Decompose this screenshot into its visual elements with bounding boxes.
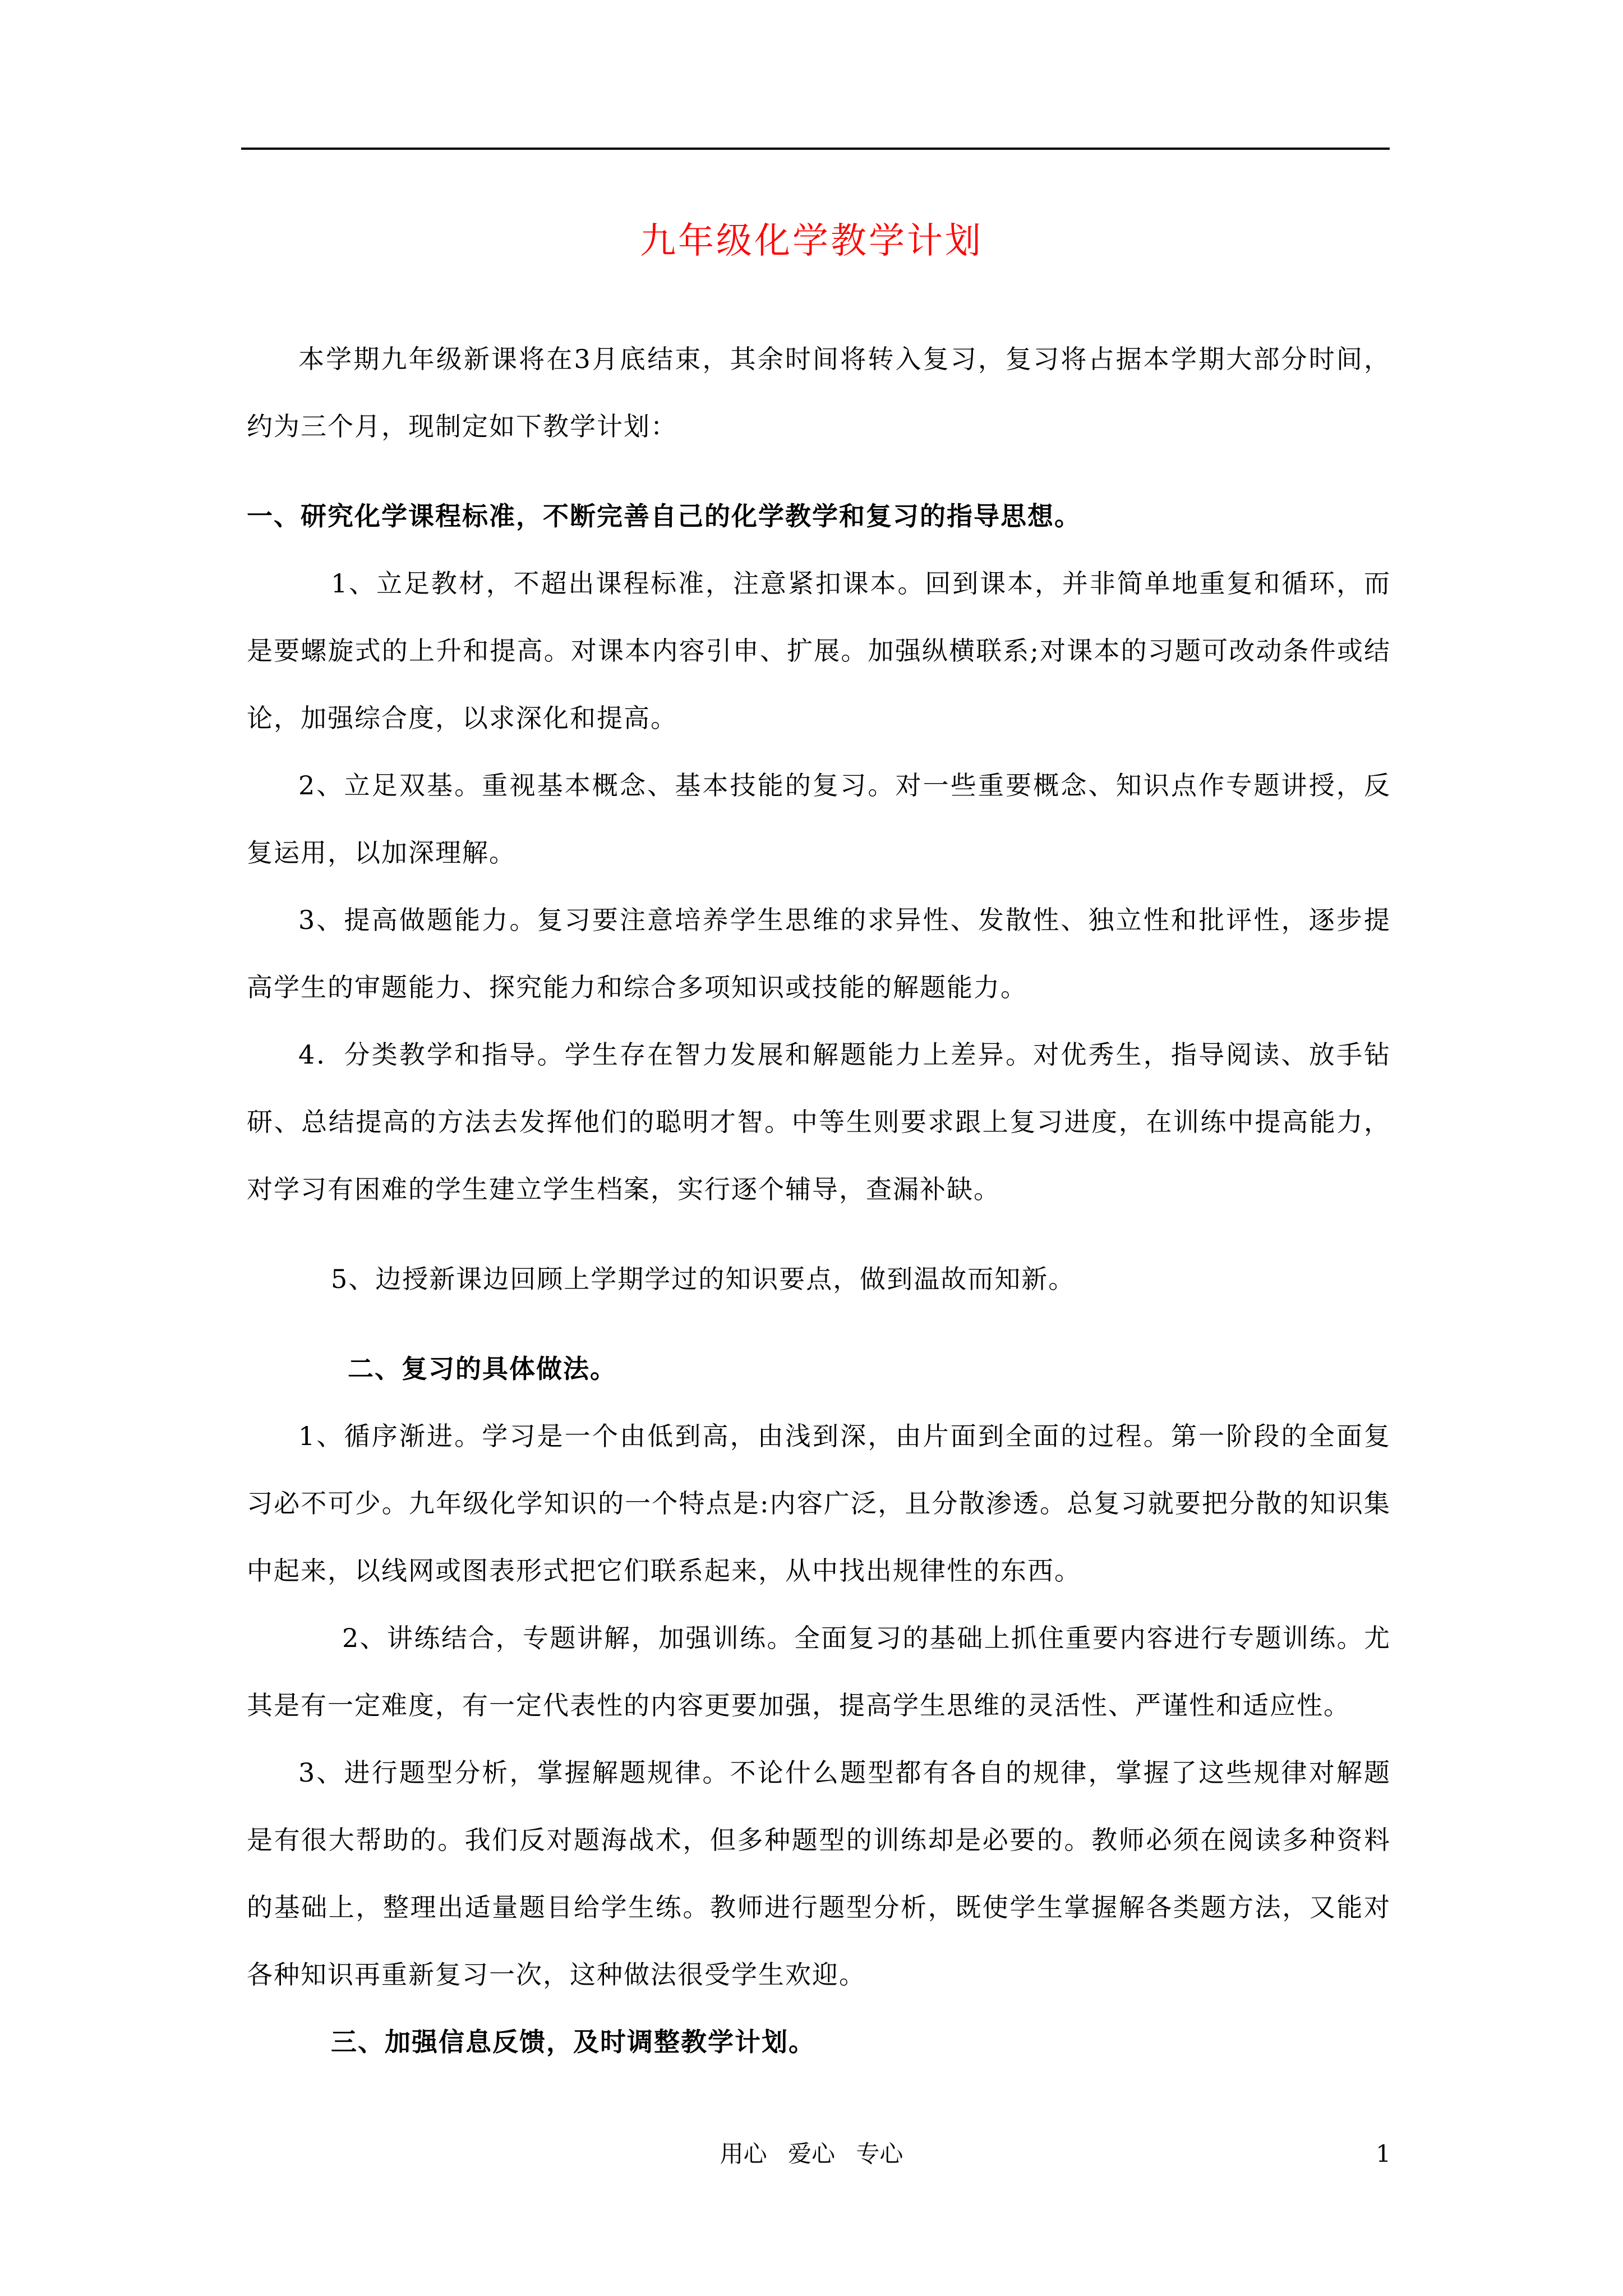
section1-item-1: 1、立足教材，不超出课程标准，注意紧扣课本。回到课本，并非简单地重复和循环，而是要螺旋式的上升和提高。对课本内容引申、扩展。加强纵横联系;对课本的习题可改动条件或结论，加强综合度，以求深化和提高。 [247,568,1391,733]
page-number: 1 [1376,2140,1391,2168]
section2-item-1: 1、循序渐进。学习是一个由低到高，由浅到深，由片面到全面的过程。第一阶段的全面复习必不可少。九年级化学知识的一个特点是:内容广泛，且分散渗透。总复习就要把分散的知识集中起来，以线网或图表形式把它们联系起来，从中找出规律性的东西。 [247,1421,1391,1586]
document-body [247,325,1391,2076]
section-heading-1: 一、研究化学课程标准，不断完善自己的化学教学和复习的指导思想。 [247,501,1081,531]
section1-item-3: 3、提高做题能力。复习要注意培养学生思维的求异性、发散性、独立性和批评性，逐步提高学生的审题能力、探究能力和综合多项知识或技能的解题能力。 [247,905,1391,1002]
intro-paragraph: 本学期九年级新课将在3月底结束，其余时间将转入复习，复习将占据本学期大部分时间，约为三个月，现制定如下教学计划： [247,344,1391,441]
section2-item-3: 3、进行题型分析，掌握解题规律。不论什么题型都有各自的规律，掌握了这些规律对解题是有很大帮助的。我们反对题海战术，但多种题型的训练却是必要的。教师必须在阅读多种资料的基础上，整理出适量题目给学生练。教师进行题型分析，既使学生掌握解各类题方法，又能对各种知识再重新复习一次，这种做法很受学生欢迎。 [247,1757,1391,1990]
header-rule [241,148,1390,150]
section-heading-2: 二、复习的具体做法。 [348,1354,617,1384]
document-title: 九年级化学教学计划 [640,220,983,262]
section-heading-3: 三、加强信息反馈，及时调整教学计划。 [331,2027,815,2057]
section1-item-5: 5、边授新课边回顾上学期学过的知识要点，做到温故而知新。 [331,1264,1076,1294]
section2-item-2: 2、讲练结合，专题讲解，加强训练。全面复习的基础上抓住重要内容进行专题训练。尤其是有一定难度，有一定代表性的内容更要加强，提高学生思维的灵活性、严谨性和适应性。 [247,1623,1391,1720]
page-footer: 用心 爱心 专心 [720,2140,903,2168]
section1-item-4: 4．分类教学和指导。学生存在智力发展和解题能力上差异。对优秀生，指导阅读、放手钻研、总结提高的方法去发挥他们的聪明才智。中等生则要求跟上复习进度，在训练中提高能力，对学习有困难的学生建立学生档案，实行逐个辅导，查漏补缺。 [247,1039,1391,1204]
section1-item-2: 2、立足双基。重视基本概念、基本技能的复习。对一些重要概念、知识点作专题讲授，反复运用，以加深理解。 [247,770,1391,868]
